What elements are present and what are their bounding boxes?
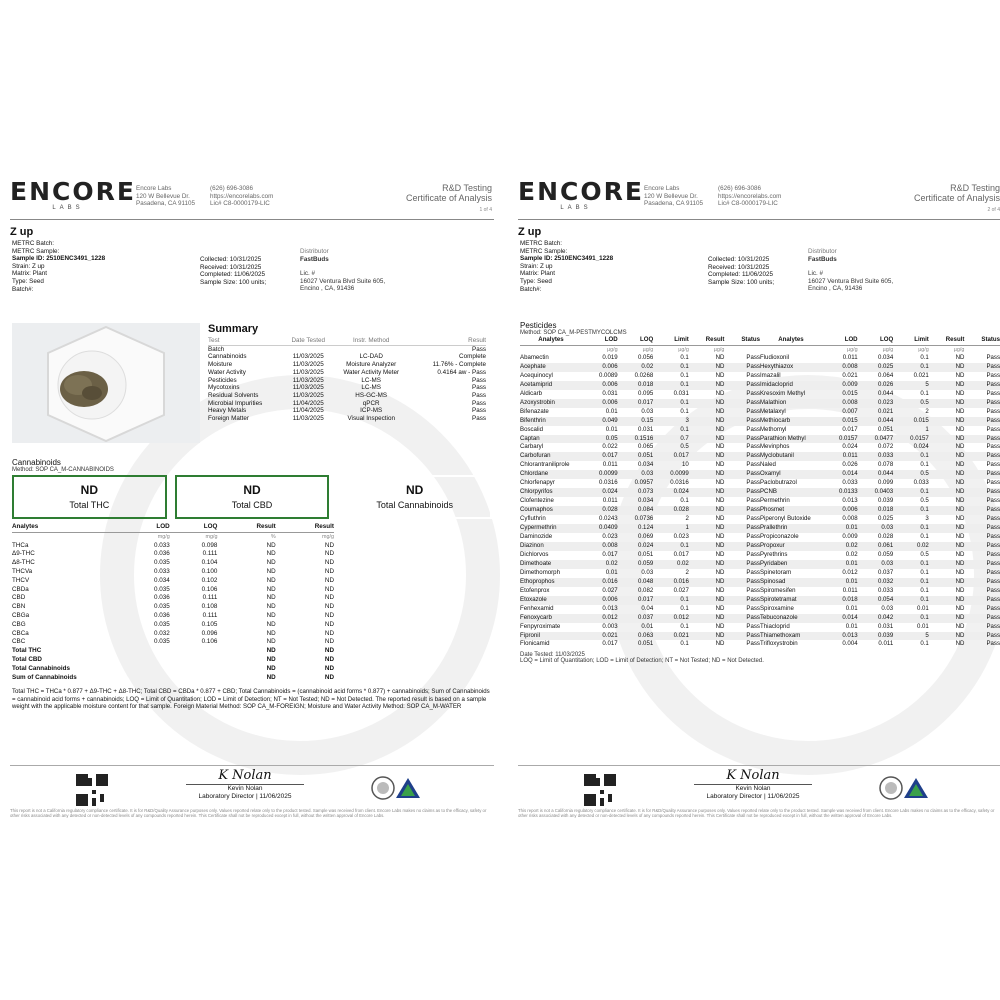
table-row: Fenhexamid 0.013 0.04 0.1 ND Pass Spiroxamine 0.01 0.03 0.01 ND Pass — [520, 604, 1000, 612]
table-row: Acequinocyl 0.0089 0.0268 0.1 ND Pass Imazalil 0.021 0.064 0.021 ND Pass — [520, 371, 1000, 379]
table-row: Chlorpyrifos 0.024 0.073 0.024 ND Pass PCNB 0.0133 0.0403 0.1 ND Pass — [520, 488, 1000, 496]
table-row: Captan 0.05 0.1516 0.7 ND Pass Parathion Methyl 0.0157 0.0477 0.0157 ND Pass — [520, 434, 1000, 442]
table-row: Ethoprophos 0.016 0.048 0.016 ND Pass Spinosad 0.01 0.032 0.1 ND Pass — [520, 577, 1000, 585]
header-rule — [10, 219, 494, 220]
summary-section: Summary Test Date Tested Instr. Method Result Batch Pass Cannabinoids 11/03/2025 LC-DAD Complete Moisture 11/03/2025 Moisture Analyzer 11.76% - Complete Water Activity 11/03/2025 Water Activity Meter 0.4164 aw - Pass Pesticides 11/03/2025 LC-MS Pass Mycotoxins 11/03/2025 LC-MS Pass Residual Solvents 11/03/2025 HS-GC-MS Pass Microbial Impurities 11/04/2025 qPCR Pass Heavy Metals 11/04/2025 ICP-MS Pass Foreign Matter 11/03/2025 Visual Inspection Pass — [208, 323, 486, 423]
table-row: Diazinon 0.008 0.024 0.1 ND Pass Propoxur 0.02 0.061 0.02 ND Pass — [520, 541, 1000, 549]
table-row: THCV 0.034 0.102 ND ND — [12, 576, 334, 584]
cannabinoid-notes: Total THC = THCa * 0.877 + Δ9-THC + Δ8-THC; Total CBD = CBDa * 0.877 + CBD; Total Cannabinoids = (cannabinoid acid forms * 0.877) + cannabinoids; Sum of Cannabinoids = cannabinoid acid forms + cannabinoids; LOQ = Limit of Quantitation; LOD = Limit of Detection; NT = Not Tested; ND = Not Detected. The reported result is based on a sample weight with the applicable moisture content for that sample. Foreign Material Method: SOP CA_M-FOREIGN; Moisture and Water Activity Method: SOP CA_M-WATER — [12, 688, 490, 710]
table-row: Cypermethrin 0.0409 0.124 1 ND Pass Prallethrin 0.01 0.03 0.1 ND Pass — [520, 524, 1000, 532]
table-row: Dimethoate 0.02 0.059 0.02 ND Pass Pyridaben 0.01 0.03 0.1 ND Pass — [520, 559, 1000, 567]
table-row: CBC 0.035 0.106 ND ND — [12, 638, 334, 646]
table-row: Microbial Impurities 11/04/2025 qPCR Pass — [208, 399, 486, 407]
table-row: THCVa 0.033 0.100 ND ND — [12, 567, 334, 575]
table-row: Etoxazole 0.006 0.017 0.1 ND Pass Spirotetramat 0.018 0.054 0.1 ND Pass — [520, 595, 1000, 603]
coa-page-1 — [10, 175, 494, 835]
accreditation-seal-icon — [876, 774, 936, 804]
table-row: CBD 0.036 0.111 ND ND — [12, 594, 334, 602]
table-row: Clofentezine 0.011 0.034 0.1 ND Pass Permethrin 0.013 0.039 0.5 ND Pass — [520, 497, 1000, 505]
table-row: Boscalid 0.01 0.031 0.1 ND Pass Methomyl 0.017 0.051 1 ND Pass — [520, 425, 1000, 433]
accreditation-seal-icon — [368, 774, 428, 804]
table-row: Batch Pass — [208, 345, 486, 353]
lab-contact: (626) 696-3086 https://encorelabs.com Lic# C8-0000179-LIC — [718, 185, 782, 208]
table-row: Cannabinoids 11/03/2025 LC-DAD Complete — [208, 353, 486, 361]
lab-address: Encore Labs 120 W Bellevue Dr. Pasadena, CA 91105 — [136, 185, 196, 208]
cannabinoid-table: Analytes LOD LOQ Result Result mg/g mg/g % mg/g THCa 0.033 0.098 ND ND Δ9-THC 0.036 0.111 ND ND Δ8-THC 0.035 0.104 ND ND THCVa 0.033 0.100 ND ND THCV 0.034 0.102 ND ND CBDa 0.035 0.106 ND ND CBD 0.036 0.111 ND ND CBN 0.035 0.108 ND ND CBGa 0.036 0.111 ND ND CBG 0.035 0.105 ND ND CBCa 0.032 0.096 ND ND CBC 0.035 0.106 ND ND Total THC ND ND Total CBD ND ND Total Cannabinoids ND ND Sum of Cannabinoids ND ND — [12, 523, 334, 681]
table-row: Carbofuran 0.017 0.051 0.017 ND Pass Myclobutanil 0.011 0.033 0.1 ND Pass — [520, 452, 1000, 460]
report-title: R&D Testing Certificate of Analysis 1 of 4 — [405, 183, 492, 213]
table-row: Cyfluthrin 0.0243 0.0736 2 ND Pass Piperonyl Butoxide 0.008 0.025 3 ND Pass — [520, 515, 1000, 523]
table-row: Abamectin 0.019 0.056 0.1 ND Pass Fludioxonil 0.011 0.034 0.1 ND Pass — [520, 353, 1000, 361]
table-row: Fipronil 0.021 0.063 0.021 ND Pass Thiamethoxam 0.013 0.039 5 ND Pass — [520, 631, 1000, 639]
qr-code-icon — [584, 774, 616, 806]
table-row: Fenoxycarb 0.012 0.037 0.012 ND Pass Tebuconazole 0.014 0.042 0.1 ND Pass — [520, 613, 1000, 621]
page-footer-1 — [10, 765, 494, 835]
date-tested: Date Tested: 11/03/2025 — [520, 652, 585, 659]
total-cbd-box: ND Total CBD — [175, 475, 330, 519]
coa-page-2 — [518, 175, 1000, 835]
product-title: Z up — [518, 226, 542, 238]
page-header — [10, 175, 494, 217]
cannabinoid-totals — [12, 475, 492, 519]
table-row: Daminozide 0.023 0.069 0.023 ND Pass Propiconazole 0.009 0.028 0.1 ND Pass — [520, 533, 1000, 541]
table-row: Δ8-THC 0.035 0.104 ND ND — [12, 559, 334, 567]
table-row: Dimethomorph 0.01 0.03 2 ND Pass Spinetoram 0.012 0.037 0.1 ND Pass — [520, 568, 1000, 576]
table-row: Acetamiprid 0.006 0.018 0.1 ND Pass Imidacloprid 0.009 0.026 5 ND Pass — [520, 380, 1000, 388]
table-row: Aldicarb 0.031 0.095 0.031 ND Pass Kresoxim Methyl 0.015 0.044 0.1 ND Pass — [520, 389, 1000, 397]
table-row: Bifenthrin 0.049 0.15 3 ND Pass Methiocarb 0.015 0.044 0.015 ND Pass — [520, 416, 1000, 424]
table-row: CBCa 0.032 0.096 ND ND — [12, 629, 334, 637]
table-row: CBG 0.035 0.105 ND ND — [12, 620, 334, 628]
table-row: Chlorfenapyr 0.0316 0.0957 0.0316 ND Pass Paclobutrazol 0.033 0.099 0.033 ND Pass — [520, 479, 1000, 487]
table-row: Residual Solvents 11/03/2025 HS-GC-MS Pass — [208, 391, 486, 399]
page-header — [518, 175, 1000, 217]
table-row: Carbaryl 0.022 0.065 0.5 ND Pass Mevinphos 0.024 0.072 0.024 ND Pass — [520, 443, 1000, 451]
table-row: Chlordane 0.0099 0.03 0.0099 ND Pass Oxamyl 0.014 0.044 0.5 ND Pass — [520, 470, 1000, 478]
seed-dish-image — [12, 323, 200, 443]
total-row: Total Cannabinoids ND ND — [12, 664, 334, 672]
unit-row: mg/g mg/g % mg/g — [157, 533, 334, 540]
table-row: Acephate 0.006 0.02 0.1 ND Pass Hexythiazox 0.008 0.025 0.1 ND Pass — [520, 362, 1000, 370]
table-row: Etofenprox 0.027 0.082 0.027 ND Pass Spiromesifen 0.011 0.033 0.1 ND Pass — [520, 586, 1000, 594]
lab-contact: (626) 696-3086 https://encorelabs.com Lic# C8-0000179-LIC — [210, 185, 274, 208]
encore-logo: ENCORE LABS — [518, 177, 644, 211]
unit-row: µg/g µg/g µg/g µg/g µg/g µg/g µg/g µg/g — [607, 346, 965, 353]
table-row: Azoxystrobin 0.006 0.017 0.1 ND Pass Malathion 0.008 0.023 0.5 ND Pass — [520, 398, 1000, 406]
total-row: Total THC ND ND — [12, 647, 334, 655]
table-row: Heavy Metals 11/04/2025 ICP-MS Pass — [208, 407, 486, 415]
table-row: Pesticides 11/03/2025 LC-MS Pass — [208, 376, 486, 384]
signature-image: K Nolan — [726, 768, 780, 783]
page-number: 1 of 4 — [479, 207, 492, 213]
signature-block: K Nolan Kevin Nolan Laboratory Director | 11/06/2025 — [180, 768, 310, 801]
table-row: CBN 0.035 0.108 ND ND — [12, 603, 334, 611]
abbreviation-legend: LOQ = Limit of Quantitation; LOD = Limit of Detection; NT = Not Tested; ND = Not Detected. — [520, 658, 764, 665]
disclaimer: This report is not a California regulatory compliance certificate. It is for R&D/Quality Assurance purposes only. Values reported relate only to the product tested. Sample was received from client. Encore Labs makes no claims as to the efficacy, safety or other risks associated with any detected or non-detected levels of any compounds reported herein. This Certificate shall not be reproduced except in full, without the written approval of Encore Labs. — [10, 808, 487, 818]
table-row: Chlorantraniliprole 0.011 0.034 10 ND Pass Naled 0.026 0.078 0.1 ND Pass — [520, 461, 1000, 469]
table-row: THCa 0.033 0.098 ND ND — [12, 541, 334, 549]
table-row: Moisture 11/03/2025 Moisture Analyzer 11.76% - Complete — [208, 361, 486, 369]
table-row: Flonicamid 0.017 0.051 0.1 ND Pass Trifloxystrobin 0.004 0.011 0.1 ND Pass — [520, 640, 1000, 648]
table-row: CBDa 0.035 0.106 ND ND — [12, 585, 334, 593]
total-row: Total CBD ND ND — [12, 655, 334, 663]
table-row: CBGa 0.036 0.111 ND ND — [12, 611, 334, 619]
signature-image: K Nolan — [218, 768, 272, 783]
table-row: Δ9-THC 0.036 0.111 ND ND — [12, 550, 334, 558]
cannabinoids-section: Cannabinoids Method: SOP CA_M-CANNABINOIDS ND Total THC ND Total CBD ND Total Cannabinoids Analytes LOD LOQ Result Result mg/g mg/g % mg/g THCa 0.033 0.098 ND ND Δ9-THC 0.036 0.111 ND ND Δ8-THC 0.035 0.104 ND ND THCVa 0.033 0.100 ND ND THCV 0.034 0.102 ND ND CBDa 0.035 0.106 ND ND CBD 0.036 0.111 ND ND CBN 0.035 0.108 ND ND CBGa 0.036 0.111 ND ND CBG 0.035 0.105 ND ND CBCa 0.032 0.096 ND ND CBC 0.035 0.106 ND ND Total THC ND ND Total CBD ND ND Total Cannabinoids ND ND Sum of Cannabinoids ND ND Total THC = THCa * 0.877 + Δ9-THC + Δ8-THC; Total CBD = CBDa * 0.877 + CBD; Total Cannabinoids = (cannabinoid acid forms * 0.877) + cannabinoids; Sum of Cannabinoids = cannabinoid acid forms + cannabinoids; LOQ = Limit of Quantitation; LOD = Limit of Detection; NT = Not Tested; ND = Not Detected. The reported result is based on a sample weight with the applicable moisture content for that sample. Foreign Material Method: SOP CA_M-FOREIGN; Moisture and Water Activity Method: SOP CA_M-WATER — [12, 458, 492, 710]
signature-block: K Nolan Kevin Nolan Laboratory Director | 11/06/2025 — [688, 768, 818, 801]
total-thc-box: ND Total THC — [12, 475, 167, 519]
table-row: Bifenazate 0.01 0.03 0.1 ND Pass Metalaxyl 0.007 0.021 2 ND Pass — [520, 407, 1000, 415]
pesticides-section: Pesticides Method: SOP CA_M-PESTMYCOLCMS Analytes LOD LOQ Limit Result Status Analytes LOD LOQ Limit Result Status µg/g µg/g µg/g µg/g µg/g µg/g µg/g µg/g Abamectin 0.019 0.056 0.1 ND Pass Fludioxonil 0.011 0.034 0.1 ND Pass Acephate 0.006 0.02 0.1 ND Pass Hexythiazox 0.008 0.025 0.1 ND Pass Acequinocyl 0.0089 0.0268 0.1 ND Pass Imazalil 0.021 0.064 0.021 ND Pass Acetamiprid 0.006 0.018 0.1 ND Pass Imidacloprid 0.009 0.026 5 ND Pass Aldicarb 0.031 0.095 0.031 ND Pass Kresoxim Methyl 0.015 0.044 0.1 ND Pass Azoxystrobin 0.006 0.017 0.1 ND Pass Malathion 0.008 0.023 0.5 ND Pass Bifenazate 0.01 0.03 0.1 ND Pass Metalaxyl 0.007 0.021 2 ND Pass Bifenthrin 0.049 0.15 3 ND Pass Methiocarb 0.015 0.044 0.015 ND Pass Boscalid 0.01 0.031 0.1 ND Pass Methomyl 0.017 0.051 1 ND Pass Captan 0.05 0.1516 0.7 ND Pass Parathion Methyl 0.0157 0.0477 0.0157 ND Pass Carbaryl 0.022 0.065 0.5 ND Pass Mevinphos 0.024 0.072 0.024 ND Pass Carbofuran 0.017 0.051 0.017 ND Pass Myclobutanil 0.011 0.033 0.1 ND Pass Chlorantraniliprole 0.011 0.034 10 ND Pass Naled 0.026 0.078 0.1 ND Pass Chlordane 0.0099 0.03 0.0099 ND Pass Oxamyl 0.014 0.044 0.5 ND Pass Chlorfenapyr 0.0316 0.0957 0.0316 ND Pass Paclobutrazol 0.033 0.099 0.033 ND Pass Chlorpyrifos 0.024 0.073 0.024 ND Pass PCNB 0.0133 0.0403 0.1 ND Pass Clofentezine 0.011 0.034 0.1 ND Pass Permethrin 0.013 0.039 0.5 ND Pass Coumaphos 0.028 0.084 0.028 ND Pass Phosmet 0.006 0.018 0.1 ND Pass Cyfluthrin 0.0243 0.0736 2 ND Pass Piperonyl Butoxide 0.008 0.025 3 ND Pass Cypermethrin 0.0409 0.124 1 ND Pass Prallethrin 0.01 0.03 0.1 ND Pass Daminozide 0.023 0.069 0.023 ND Pass Propiconazole 0.009 0.028 0.1 ND Pass Diazinon 0.008 0.024 0.1 ND Pass Propoxur 0.02 0.061 0.02 ND Pass Dichlorvos 0.017 0.051 0.017 ND Pass Pyrethrins 0.02 0.059 0.5 ND Pass Dimethoate 0.02 0.059 0.02 ND Pass Pyridaben 0.01 0.03 0.1 ND Pass Dimethomorph 0.01 0.03 2 ND Pass Spinetoram 0.012 0.037 0.1 ND Pass Ethoprophos 0.016 0.048 0.016 ND Pass Spinosad 0.01 0.032 0.1 ND Pass Etofenprox 0.027 0.082 0.027 ND Pass Spiromesifen 0.011 0.033 0.1 ND Pass Etoxazole 0.006 0.017 0.1 ND Pass Spirotetramat 0.018 0.054 0.1 ND Pass Fenhexamid 0.013 0.04 0.1 ND Pass Spiroxamine 0.01 0.03 0.01 ND Pass Fenoxycarb 0.012 0.037 0.012 ND Pass Tebuconazole 0.014 0.042 0.1 ND Pass Fenpyroximate 0.003 0.01 0.1 ND Pass Thiacloprid 0.01 0.031 0.01 ND Pass Fipronil 0.021 0.063 0.021 ND Pass Thiamethoxam 0.013 0.039 5 ND Pass Flonicamid 0.017 0.051 0.1 ND Pass Trifloxystrobin 0.004 0.011 0.1 ND Pass Date Tested: 11/03/2025 LOQ = Limit of Quantitation; LOD = Limit of Detection; NT = Not Tested; ND = Not Detected. — [520, 321, 1000, 665]
page-footer-2 — [518, 765, 1000, 835]
table-row: Coumaphos 0.028 0.084 0.028 ND Pass Phosmet 0.006 0.018 0.1 ND Pass — [520, 506, 1000, 514]
lab-address: Encore Labs 120 W Bellevue Dr. Pasadena, CA 91105 — [644, 185, 704, 208]
encore-logo: ENCORE LABS — [10, 177, 136, 211]
page-number: 2 of 4 — [987, 207, 1000, 213]
table-row: Foreign Matter 11/03/2025 Visual Inspection Pass — [208, 415, 486, 423]
table-row: Dichlorvos 0.017 0.051 0.017 ND Pass Pyrethrins 0.02 0.059 0.5 ND Pass — [520, 550, 1000, 558]
sample-photo — [12, 323, 200, 443]
disclaimer: This report is not a California regulatory compliance certificate. It is for R&D/Quality Assurance purposes only. Values reported relate only to the product tested. Sample was received from client. Encore Labs makes no claims as to the efficacy, safety or other risks associated with any detected or non-detected levels of any compounds reported herein. This Certificate shall not be reproduced except in full, without the written approval of Encore Labs. — [518, 808, 995, 818]
table-row: Fenpyroximate 0.003 0.01 0.1 ND Pass Thiacloprid 0.01 0.031 0.01 ND Pass — [520, 622, 1000, 630]
total-row: Sum of Cannabinoids ND ND — [12, 673, 334, 681]
report-title: R&D Testing Certificate of Analysis 2 of 4 — [913, 183, 1000, 213]
sample-info: METRC Batch: METRC Sample: Sample ID: 2510ENC3491_1228 Strain: Z up Matrix: Plant Type: Seed Batch#: Collected: 10/31/2025 Received: 10/31/2025 Completed: 11/06/2025 Sample Size: 100 units; Distributor FastBuds Lic. # 16027 Ventura Blvd Suite 605, Encino , CA, 91436 — [520, 240, 894, 293]
pesticides-table: Analytes LOD LOQ Limit Result Status Analytes LOD LOQ Limit Result Status µg/g µg/g µg/g µg/g µg/g µg/g µg/g µg/g Abamectin 0.019 0.056 0.1 ND Pass Fludioxonil 0.011 0.034 0.1 ND Pass Acephate 0.006 0.02 0.1 ND Pass Hexythiazox 0.008 0.025 0.1 ND Pass Acequinocyl 0.0089 0.0268 0.1 ND Pass Imazalil 0.021 0.064 0.021 ND Pass Acetamiprid 0.006 0.018 0.1 ND Pass Imidacloprid 0.009 0.026 5 ND Pass Aldicarb 0.031 0.095 0.031 ND Pass Kresoxim Methyl 0.015 0.044 0.1 ND Pass Azoxystrobin 0.006 0.017 0.1 ND Pass Malathion 0.008 0.023 0.5 ND Pass Bifenazate 0.01 0.03 0.1 ND Pass Metalaxyl 0.007 0.021 2 ND Pass Bifenthrin 0.049 0.15 3 ND Pass Methiocarb 0.015 0.044 0.015 ND Pass Boscalid 0.01 0.031 0.1 ND Pass Methomyl 0.017 0.051 1 ND Pass Captan 0.05 0.1516 0.7 ND Pass Parathion Methyl 0.0157 0.0477 0.0157 ND Pass Carbaryl 0.022 0.065 0.5 ND Pass Mevinphos 0.024 0.072 0.024 ND Pass Carbofuran 0.017 0.051 0.017 ND Pass Myclobutanil 0.011 0.033 0.1 ND Pass Chlorantraniliprole 0.011 0.034 10 ND Pass Naled 0.026 0.078 0.1 ND Pass Chlordane 0.0099 0.03 0.0099 ND Pass Oxamyl 0.014 0.044 0.5 ND Pass Chlorfenapyr 0.0316 0.0957 0.0316 ND Pass Paclobutrazol 0.033 0.099 0.033 ND Pass Chlorpyrifos 0.024 0.073 0.024 ND Pass PCNB 0.0133 0.0403 0.1 ND Pass Clofentezine 0.011 0.034 0.1 ND Pass Permethrin 0.013 0.039 0.5 ND Pass Coumaphos 0.028 0.084 0.028 ND Pass Phosmet 0.006 0.018 0.1 ND Pass Cyfluthrin 0.0243 0.0736 2 ND Pass Piperonyl Butoxide 0.008 0.025 3 ND Pass Cypermethrin 0.0409 0.124 1 ND Pass Prallethrin 0.01 0.03 0.1 ND Pass Daminozide 0.023 0.069 0.023 ND Pass Propiconazole 0.009 0.028 0.1 ND Pass Diazinon 0.008 0.024 0.1 ND Pass Propoxur 0.02 0.061 0.02 ND Pass Dichlorvos 0.017 0.051 0.017 ND Pass Pyrethrins 0.02 0.059 0.5 ND Pass Dimethoate 0.02 0.059 0.02 ND Pass Pyridaben 0.01 0.03 0.1 ND Pass Dimethomorph 0.01 0.03 2 ND Pass Spinetoram 0.012 0.037 0.1 ND Pass Ethoprophos 0.016 0.048 0.016 ND Pass Spinosad 0.01 0.032 0.1 ND Pass Etofenprox 0.027 0.082 0.027 ND Pass Spiromesifen 0.011 0.033 0.1 ND Pass Etoxazole 0.006 0.017 0.1 ND Pass Spirotetramat 0.018 0.054 0.1 ND Pass Fenhexamid 0.013 0.04 0.1 ND Pass Spiroxamine 0.01 0.03 0.01 ND Pass Fenoxycarb 0.012 0.037 0.012 ND Pass Tebuconazole 0.014 0.042 0.1 ND Pass Fenpyroximate 0.003 0.01 0.1 ND Pass Thiacloprid 0.01 0.031 0.01 ND Pass Fipronil 0.021 0.063 0.021 ND Pass Thiamethoxam 0.013 0.039 5 ND Pass Flonicamid 0.017 0.051 0.1 ND Pass Trifloxystrobin 0.004 0.011 0.1 ND Pass — [520, 336, 1000, 648]
table-row: Water Activity 11/03/2025 Water Activity Meter 0.4164 aw - Pass — [208, 368, 486, 376]
summary-table: Test Date Tested Instr. Method Result Batch Pass Cannabinoids 11/03/2025 LC-DAD Complete Moisture 11/03/2025 Moisture Analyzer 11.76% - Complete Water Activity 11/03/2025 Water Activity Meter 0.4164 aw - Pass Pesticides 11/03/2025 LC-MS Pass Mycotoxins 11/03/2025 LC-MS Pass Residual Solvents 11/03/2025 HS-GC-MS Pass Microbial Impurities 11/04/2025 qPCR Pass Heavy Metals 11/04/2025 ICP-MS Pass Foreign Matter 11/03/2025 Visual Inspection Pass — [208, 337, 486, 423]
total-cannabinoids-box: ND Total Cannabinoids — [337, 475, 492, 519]
sample-info: METRC Batch: METRC Sample: Sample ID: 2510ENC3491_1228 Strain: Z up Matrix: Plant Type: Seed Batch#: Collected: 10/31/2025 Received: 10/31/2025 Completed: 11/06/2025 Sample Size: 100 units; Distributor FastBuds Lic. # 16027 Ventura Blvd Suite 605, Encino , CA, 91436 — [12, 240, 386, 293]
qr-code-icon — [76, 774, 108, 806]
table-row: Mycotoxins 11/03/2025 LC-MS Pass — [208, 384, 486, 392]
header-rule — [518, 219, 1000, 220]
product-title: Z up — [10, 226, 34, 238]
